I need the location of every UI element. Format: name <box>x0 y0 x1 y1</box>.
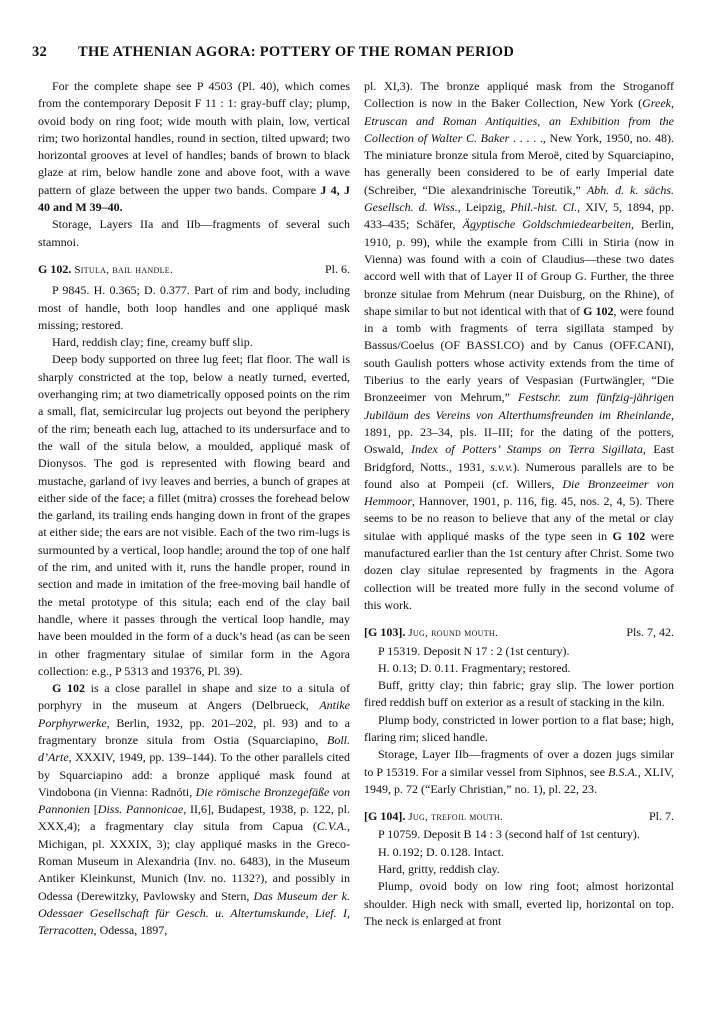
entry-title: Jug, trefoil mouth. <box>408 811 504 824</box>
entry-data: P 9845. H. 0.365; D. 0.377. Part of rim and body, including most of handle, both loop handles and one appliqué mask missing; restored. <box>38 283 350 332</box>
parallels-paragraph: G 102 is a close parallel in shape and size to a situla of porphyry in the museum at Angers (Delbrueck, Antike Porphyrwerke, Berlin, 1932, pp. 201–202, pl. 93) and to a fragmentary bronze situla from Ostia (Squarciapino, Boll. d’Arte, XXXIV, 1949, pp. 139–144). To the other parallels cited by Squarciapino add: a bronze appliqué mask found at Vindobona (in Vienna: Radnóti, Die römische Bronzegefäße von Pannonien [Diss. Pannonicae, II,6], Budapest, 1938, p. 122, pl. XXX,4); a fragmentary clay situla from Capua (C.V.A., Michigan, pl. XXXIX, 3); clay appliqué masks in the Greco-Roman Museum in Alexandria (Inv. no. 6483), in the Museum Antiker Kleinkunst, Munich (Inv. no. 1132?), and possibly in Odessa (Derewitzky, Pavlowsky and Stern, Das Museum der k. Odessaer Gesellschaft für Gesch. u. Altertumskunde, Lief. I, Terracotten, Odessa, 1897, <box>38 681 350 938</box>
comparison-refs: J 4, J 40 and M 39–40. <box>38 182 350 215</box>
entry-number: [G 104]. <box>364 809 406 824</box>
entry-fabric: Hard, reddish clay; fine, creamy buff slip. <box>52 335 253 350</box>
page-number: 32 <box>32 44 48 60</box>
entry-description: Plump, ovoid body on low ring foot; almost horizontal shoulder. High neck with small, everted lip, horizontal on top. The neck is enlarged at front <box>364 879 674 928</box>
entry-title: Situla, bail handle. <box>74 263 174 276</box>
running-title: THE ATHENIAN AGORA: POTTERY OF THE ROMAN PERIOD <box>78 44 515 60</box>
entry-dimensions: H. 0.192; D. 0.128. Intact. <box>378 844 504 859</box>
page-header <box>32 44 674 64</box>
intro-paragraph: For the complete shape see P 4503 (Pl. 40), which comes from the contemporary Deposit F 11 : 1: gray-buff clay; plump, ovoid body on ring foot; wide mouth with plain, low, vertical rim; two horizontal handles, round in section, tilted upward; two horizontal grooves at level of handles; bands of brown to black glaze at rim, below handle zone and above foot, with a wave pattern of glaze between the upper two bands. Compare J 4, J 40 and M 39–40. <box>38 79 350 215</box>
plate-reference: Pl. 6. <box>324 261 350 276</box>
catalogue-entry-heading-g104 <box>364 808 674 826</box>
catalogue-entry-heading-g103 <box>364 624 674 642</box>
entry-dimensions: H. 0.13; D. 0.11. Fragmentary; restored. <box>378 660 571 675</box>
entry-description: Plump body, constricted in lower portion to a flat base; high, flaring rim; sliced handle. <box>364 712 674 744</box>
entry-storage: Storage, Layer IIb—fragments of over a dozen jugs similar to P 15319. For a similar vessel from Siphnos, see B.S.A., XLIV, 1949, p. 72 (“Early Christian,” no. 1), pl. 22, 23. <box>364 747 674 796</box>
plate-reference: Pl. 7. <box>648 809 674 824</box>
plate-reference: Pls. 7, 42. <box>626 625 674 640</box>
entry-number: G 102. <box>38 261 72 276</box>
entry-title: Jug, round mouth. <box>408 627 499 640</box>
entry-data: P 10759. Deposit B 14 : 3 (second half of 1st century). <box>378 827 640 842</box>
continued-paragraph: pl. XI,3). The bronze appliqué mask from the Stroganoff Collection is now in the Baker Collection, New York (Greek, Etruscan and Roman Antiquities, an Exhibition from the Collection of Walter C. Baker . . . . ., New York, 1950, no. 48). The miniature bronze situla from Meroë, cited by Squarciapino, has generally been considered to be of early Imperial date (Schreiber, “Die alexandrinische Toreutik,” Abh. d. k. sächs. Gesellsch. d. Wiss., Leipzig, Phil.-hist. Cl., XIV, 5, 1894, pp. 433–435; Schäfer, Ägyptische Goldschmiedearbeiten, Berlin, 1910, p. 99), while the example from Cilli in Stiria (now in Vienna) was found with a coin of Claudius—these two dates accord well with that of Layer II of Group G. Further, the three bronze situlae from Mehrum (near Duisburg, on the Rhine), of shape similar to but not identical with that of G 102, were found in a tomb with fragments of terra sigillata stamped by Bassus/Coelus (OF BASSI.CO) and by Canus (OFF.CANI), south Gaulish potters whose activity extends from the time of Tiberius to the early years of Vespasian (Furtwängler, “Die Bronzeeimer von Mehrum,” Festschr. zum fünfzig-jährigen Jubiläum des Vereins von Alterthumsfreunden im Rheinlande, 1891, pp. 23–34, pls. II–III; for the dating of the potters, Oswald, Index of Potters’ Stamps on Terra Sigillata, East Bridgford, Notts., 1931, s.v.v.). Numerous parallels are to be found also at Pompeii (cf. Willers, Die Bronzeeimer von Hemmoor, Hannover, 1901, p. 116, fig. 45, nos. 2, 4, 5). There seems to be no reason to believe that any of the metal or clay situlae with appliqué masks of the type seen in G 102 were manufactured earlier than the 1st century after Christ. Some two dozen clay situlae represented by fragments in the Agora collection will be treated more fully in the second volume of this work. <box>364 79 674 612</box>
left-column <box>38 78 350 1008</box>
entry-number: [G 103]. <box>364 625 406 640</box>
right-column <box>364 78 674 1008</box>
entry-description: Deep body supported on three lug feet; flat floor. The wall is sharply constricted at the top, below a neatly turned, everted, overhanging rim; at two diametrically opposed points on the rim a small, flat, semicircular lug projects out beyond the periphery of the rim; beneath each lug, attached to its undersurface and to the wall of the situla below, a moulded, appliqué mask of Dionysos. The god is represented with flowing beard and mustache, garland of ivy leaves and berries, a bunch of grapes at either side of the face; a fillet (mitra) crosses the forehead below the garland, its trailing ends hanging down in front of the grapes at either side; the ears are not visible. Each of the two rim-lugs is surmounted by a vertical, loop handle; around the top of one half of the rim, and united with it, runs the handle proper, round in section and made in imitation of the free-moving bail handle of the metal prototype of this situla; each end of the clay bail handle, where it passes through the vertical loop handle, may have been moulded in the form of a duck’s head (as can be seen in other fragmentary situlae of similar form in the Agora collection: e.g., P 5313 and 19376, Pl. 39). <box>38 352 350 678</box>
entry-data: P 15319. Deposit N 17 : 2 (1st century). <box>378 643 570 658</box>
entry-fabric: Buff, gritty clay; thin fabric; gray slip. The lower portion fired reddish buff on exterior as a result of stacking in the kiln. <box>364 678 674 710</box>
catalogue-entry-heading-g102 <box>38 261 350 279</box>
storage-paragraph: Storage, Layers IIa and IIb—fragments of several such stamnoi. <box>38 217 350 249</box>
entry-fabric: Hard, gritty, reddish clay. <box>378 862 500 877</box>
